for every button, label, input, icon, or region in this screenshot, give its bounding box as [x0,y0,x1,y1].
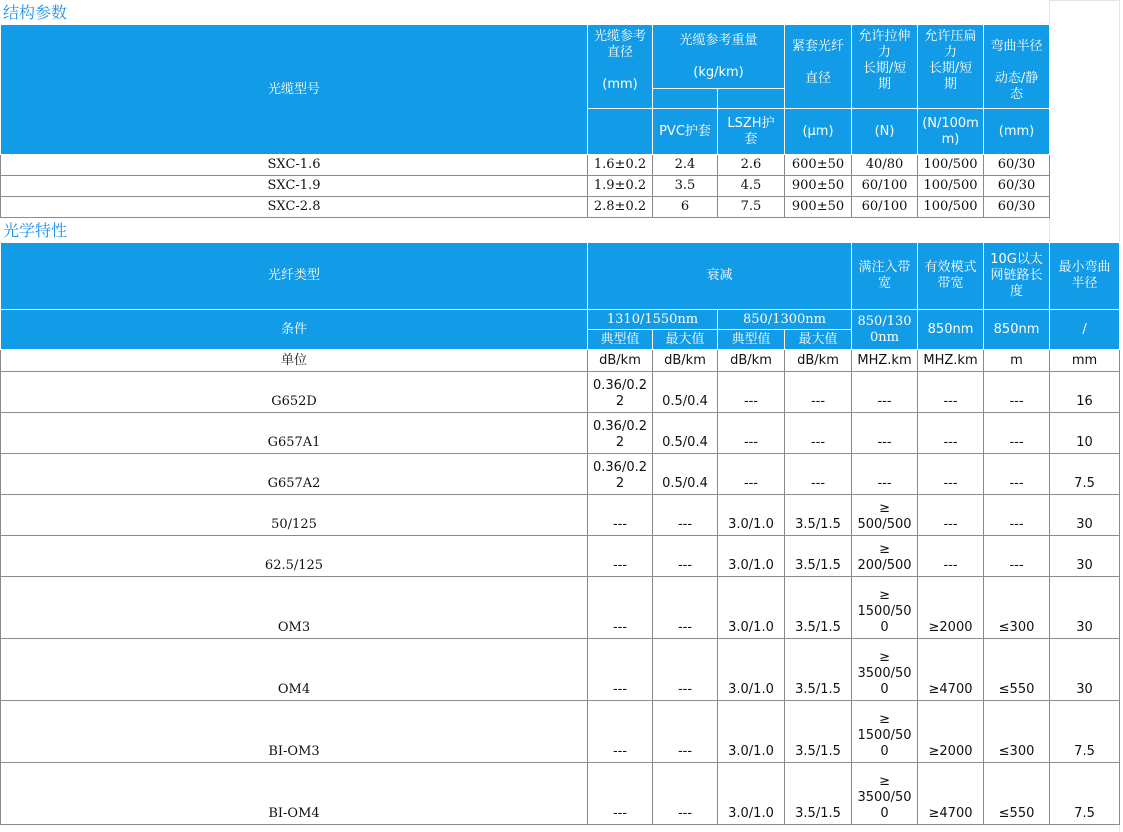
cell-10g: --- [984,372,1050,413]
cell-10g: --- [984,454,1050,495]
header-sm-wavelength: 1310/1550nm [588,310,718,330]
header-emb-wavelength: 850nm [918,310,984,350]
cell-fiber-type: 50/125 [1,495,588,536]
header-sm-typical: 典型值 [588,330,653,350]
header-crush-unit: (N/100m m) [918,109,984,155]
header-bend: 弯曲半径 动态/静 态 [984,25,1050,109]
cell-min-bend: 16 [1050,372,1120,413]
unit-min-bend: mm [1050,350,1120,372]
cell-min-bend: 30 [1050,495,1120,536]
cell-min-bend: 7.5 [1050,701,1120,763]
cell-emb: --- [918,495,984,536]
cell-fiber-type: 62.5/125 [1,536,588,577]
cell-crush: 100/500 [918,155,984,176]
header-pvc: PVC护套 [653,109,718,155]
cell-diameter: 1.6±0.2 [588,155,653,176]
cell-mm-max: 3.5/1.5 [785,639,852,701]
cell-sm-typical: 0.36/0.2 2 [588,454,653,495]
section-title-structure: 结构参数 [3,3,68,22]
cell-mm-max: --- [785,372,852,413]
cell-fiber-type: G652D [1,372,588,413]
cell-mm-max: 3.5/1.5 [785,701,852,763]
cell-10g: ≤550 [984,639,1050,701]
cell-fiber-type: OM3 [1,577,588,639]
cell-mm-typical: --- [718,413,785,454]
cell-model: SXC-1.9 [1,176,588,197]
cell-sm-typical: 0.36/0.2 2 [588,413,653,454]
header-mm-max: 最大值 [785,330,852,350]
cell-bend: 60/30 [984,176,1050,197]
header-bend-unit: (mm) [984,109,1050,155]
table-row [1,454,1120,495]
cell-mm-typical: --- [718,454,785,495]
unit-mm-typical: dB/km [718,350,785,372]
cell-model: SXC-2.8 [1,197,588,218]
cell-tight: 600±50 [785,155,852,176]
table-row [1,536,1120,577]
cell-mm-max: 3.5/1.5 [785,495,852,536]
header-fiber-type: 光纤类型 [1,243,588,310]
cell-sm-max: 0.5/0.4 [653,372,718,413]
unit-sm-max: dB/km [653,350,718,372]
cell-oflbw: ≥ 1500/50 0 [852,701,918,763]
header-min-bend: 最小弯曲 半径 [1050,243,1120,310]
cell-emb: --- [918,372,984,413]
cell-sm-typical: --- [588,763,653,825]
cell-mm-typical: 3.0/1.0 [718,577,785,639]
header-attenuation: 衰减 [588,243,852,310]
cell-oflbw: --- [852,454,918,495]
cell-fiber-type: BI-OM4 [1,763,588,825]
cell-fiber-type: BI-OM3 [1,701,588,763]
header-mm-wavelength: 850/1300nm [718,310,852,330]
cell-pvc: 2.4 [653,155,718,176]
header-model: 光缆型号 [1,25,588,155]
cell-pvc: 3.5 [653,176,718,197]
cell-sm-typical: --- [588,701,653,763]
cell-sm-max: --- [653,763,718,825]
header-10g-link: 10G以太 网链路长 度 [984,243,1050,310]
header-mm-typical: 典型值 [718,330,785,350]
cell-emb: ≥2000 [918,577,984,639]
cell-oflbw: --- [852,413,918,454]
header-oflbw: 满注入带 宽 [852,243,918,310]
cell-oflbw: ≥ 500/500 [852,495,918,536]
unit-mm-max: dB/km [785,350,852,372]
cell-sm-max: --- [653,495,718,536]
cell-mm-typical: 3.0/1.0 [718,639,785,701]
cell-min-bend: 10 [1050,413,1120,454]
header-lszh: LSZH护 套 [718,109,785,155]
cell-mm-typical: 3.0/1.0 [718,763,785,825]
cell-sm-typical: --- [588,639,653,701]
cell-sm-max: --- [653,577,718,639]
cell-emb: --- [918,413,984,454]
cell-tight: 900±50 [785,176,852,197]
table-row [1,155,1050,176]
cell-oflbw: ≥ 3500/50 0 [852,639,918,701]
header-tensile-unit: (N) [852,109,918,155]
cell-diameter: 2.8±0.2 [588,197,653,218]
cell-oflbw: --- [852,372,918,413]
header-10g-wavelength: 850nm [984,310,1050,350]
cell-tensile: 60/100 [852,197,918,218]
cell-mm-max: 3.5/1.5 [785,536,852,577]
cell-emb: ≥4700 [918,763,984,825]
section-title-optical: 光学特性 [3,221,68,240]
grid-line [1049,0,1119,1]
unit-sm-typical: dB/km [588,350,653,372]
header-sm-max: 最大值 [653,330,718,350]
cell-sm-max: --- [653,536,718,577]
cell-oflbw: ≥ 3500/50 0 [852,763,918,825]
cell-crush: 100/500 [918,197,984,218]
table-row [1,639,1120,701]
cell-emb: --- [918,454,984,495]
cell-10g: ≤550 [984,763,1050,825]
table-row [1,701,1120,763]
cell-sm-max: --- [653,701,718,763]
cell-sm-typical: --- [588,495,653,536]
cell-10g: ≤300 [984,577,1050,639]
cell-mm-max: --- [785,454,852,495]
cell-crush: 100/500 [918,176,984,197]
cell-lszh: 7.5 [718,197,785,218]
cell-pvc: 6 [653,197,718,218]
table-row [1,413,1120,454]
table-row [1,197,1050,218]
table-row [1,763,1120,825]
cell-sm-max: 0.5/0.4 [653,413,718,454]
cell-min-bend: 30 [1050,536,1120,577]
cell-emb: --- [918,536,984,577]
cell-oflbw: ≥ 1500/50 0 [852,577,918,639]
header-condition: 条件 [1,310,588,350]
cell-mm-max: 3.5/1.5 [785,577,852,639]
cell-bend: 60/30 [984,197,1050,218]
header-lszh-spacer [718,89,785,109]
cell-fiber-type: OM4 [1,639,588,701]
cell-oflbw: ≥ 200/500 [852,536,918,577]
header-diameter-unit-cell [588,109,653,155]
cell-sm-typical: --- [588,536,653,577]
cell-tensile: 40/80 [852,155,918,176]
cell-10g: --- [984,413,1050,454]
header-tensile: 允许拉伸 力 长期/短 期 [852,25,918,109]
optical-table [0,242,1120,825]
cell-sm-max: 0.5/0.4 [653,454,718,495]
header-tight-unit: (μm) [785,109,852,155]
cell-emb: ≥4700 [918,639,984,701]
cell-mm-typical: 3.0/1.0 [718,495,785,536]
header-weight: 光缆参考重量 (kg/km) [653,25,785,89]
unit-label: 单位 [1,350,588,372]
cell-sm-typical: 0.36/0.2 2 [588,372,653,413]
cell-10g: --- [984,495,1050,536]
cell-mm-typical: 3.0/1.0 [718,701,785,763]
cell-min-bend: 30 [1050,639,1120,701]
unit-10g: m [984,350,1050,372]
cell-emb: ≥2000 [918,701,984,763]
table-row [1,372,1120,413]
cell-diameter: 1.9±0.2 [588,176,653,197]
cell-mm-typical: --- [718,372,785,413]
table-row [1,495,1120,536]
cell-tensile: 60/100 [852,176,918,197]
cell-min-bend: 7.5 [1050,454,1120,495]
cell-10g: --- [984,536,1050,577]
cell-model: SXC-1.6 [1,155,588,176]
cell-min-bend: 7.5 [1050,763,1120,825]
cell-sm-typical: --- [588,577,653,639]
header-min-bend-condition: / [1050,310,1120,350]
cell-sm-max: --- [653,639,718,701]
cell-fiber-type: G657A2 [1,454,588,495]
table-row [1,577,1120,639]
cell-lszh: 4.5 [718,176,785,197]
cell-tight: 900±50 [785,197,852,218]
header-oflbw-wavelength: 850/130 0nm [852,310,918,350]
header-tight-buffer: 紧套光纤 直径 [785,25,852,109]
header-diameter: 光缆参考 直径 (mm) [588,25,653,109]
cell-lszh: 2.6 [718,155,785,176]
header-emb: 有效模式 带宽 [918,243,984,310]
header-pvc-spacer [653,89,718,109]
structure-table [0,24,1050,218]
cell-10g: ≤300 [984,701,1050,763]
cell-bend: 60/30 [984,155,1050,176]
unit-emb: MHZ.km [918,350,984,372]
unit-oflbw: MHZ.km [852,350,918,372]
cell-mm-max: --- [785,413,852,454]
cell-min-bend: 30 [1050,577,1120,639]
cell-mm-typical: 3.0/1.0 [718,536,785,577]
cell-mm-max: 3.5/1.5 [785,763,852,825]
unit-row [1,350,1120,372]
header-crush: 允许压扁 力 长期/短 期 [918,25,984,109]
cell-fiber-type: G657A1 [1,413,588,454]
table-row [1,176,1050,197]
